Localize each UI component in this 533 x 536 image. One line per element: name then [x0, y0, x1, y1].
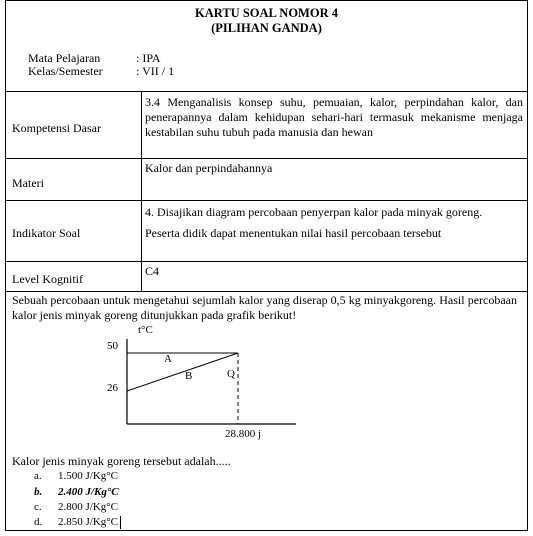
row-content-kompetensi: 3.4 Menganalisis konsep suhu, pemuaian, kalor, perpindahan kalor, dan penerapannya dalam kehidupan sehari-hari termasuk mekanisme menjaga kestabilan suhu tubuh pada manusia dan hewan	[145, 95, 523, 139]
row-content-indikator-line2: Peserta didik dapat menentukan nilai hasil percobaan tersebut	[145, 226, 442, 240]
row-divider	[6, 200, 527, 201]
class-value: : VII / 1	[136, 64, 175, 78]
question-prompt: Kalor jenis minyak goreng tersebut adalah.....	[12, 454, 231, 468]
option-b-letter: b.	[34, 486, 43, 498]
option-a-letter: a.	[34, 470, 42, 482]
row-content-indikator-line1: 4. Disajikan diagram percobaan penyerpan kalor pada minyak goreng.	[145, 205, 483, 219]
row-divider	[6, 261, 527, 262]
row-label-indikator: Indikator Soal	[12, 226, 81, 240]
question-card	[5, 0, 528, 531]
y-tick-low: 26	[107, 382, 118, 394]
class-label: Kelas/Semester	[28, 64, 103, 78]
text-cursor	[120, 516, 121, 529]
option-c-letter: c.	[34, 501, 42, 513]
row-label-materi: Materi	[12, 176, 44, 190]
option-d-text: 2.850 J/Kg°C	[58, 516, 119, 528]
option-c-text: 2.800 J/Kg°C	[58, 501, 119, 513]
data-line	[127, 353, 238, 391]
row-label-level: Level Kognitif	[12, 272, 83, 286]
row-content-level: C4	[145, 264, 160, 278]
card-subtitle: (PILIHAN GANDA)	[211, 21, 322, 35]
table-top-border	[6, 91, 527, 92]
x-value-label: 28.800 j	[225, 428, 262, 440]
subject-label: Mata Pelajaran	[28, 51, 101, 65]
temperature-graph	[96, 319, 316, 445]
option-d-letter: d.	[34, 516, 43, 528]
y-axis-label: t°C	[138, 324, 153, 336]
subject-value: : IPA	[136, 51, 161, 65]
option-b-text: 2.400 J/Kg°C	[58, 486, 119, 498]
card-title: KARTU SOAL NOMOR 4	[195, 6, 338, 20]
table-bottom-border	[6, 291, 527, 292]
y-tick-high: 50	[107, 340, 118, 352]
row-divider	[6, 158, 527, 159]
row-content-materi: Kalor dan perpindahannya	[145, 161, 273, 175]
point-label-b: B	[185, 370, 193, 382]
row-label-kompetensi: Kompetensi Dasar	[12, 121, 101, 135]
point-label-q: Q	[227, 368, 235, 380]
option-a-text: 1.500 J/Kg°C	[58, 470, 119, 482]
question-stem: Sebuah percobaan untuk mengetahui sejumlah kalor yang diserap 0,5 kg minyakgoreng. Hasil percobaan kalor jenis minyak goreng ditunjukkan pada grafik berikut!	[12, 293, 517, 322]
column-divider	[141, 91, 142, 291]
point-label-a: A	[164, 353, 172, 365]
